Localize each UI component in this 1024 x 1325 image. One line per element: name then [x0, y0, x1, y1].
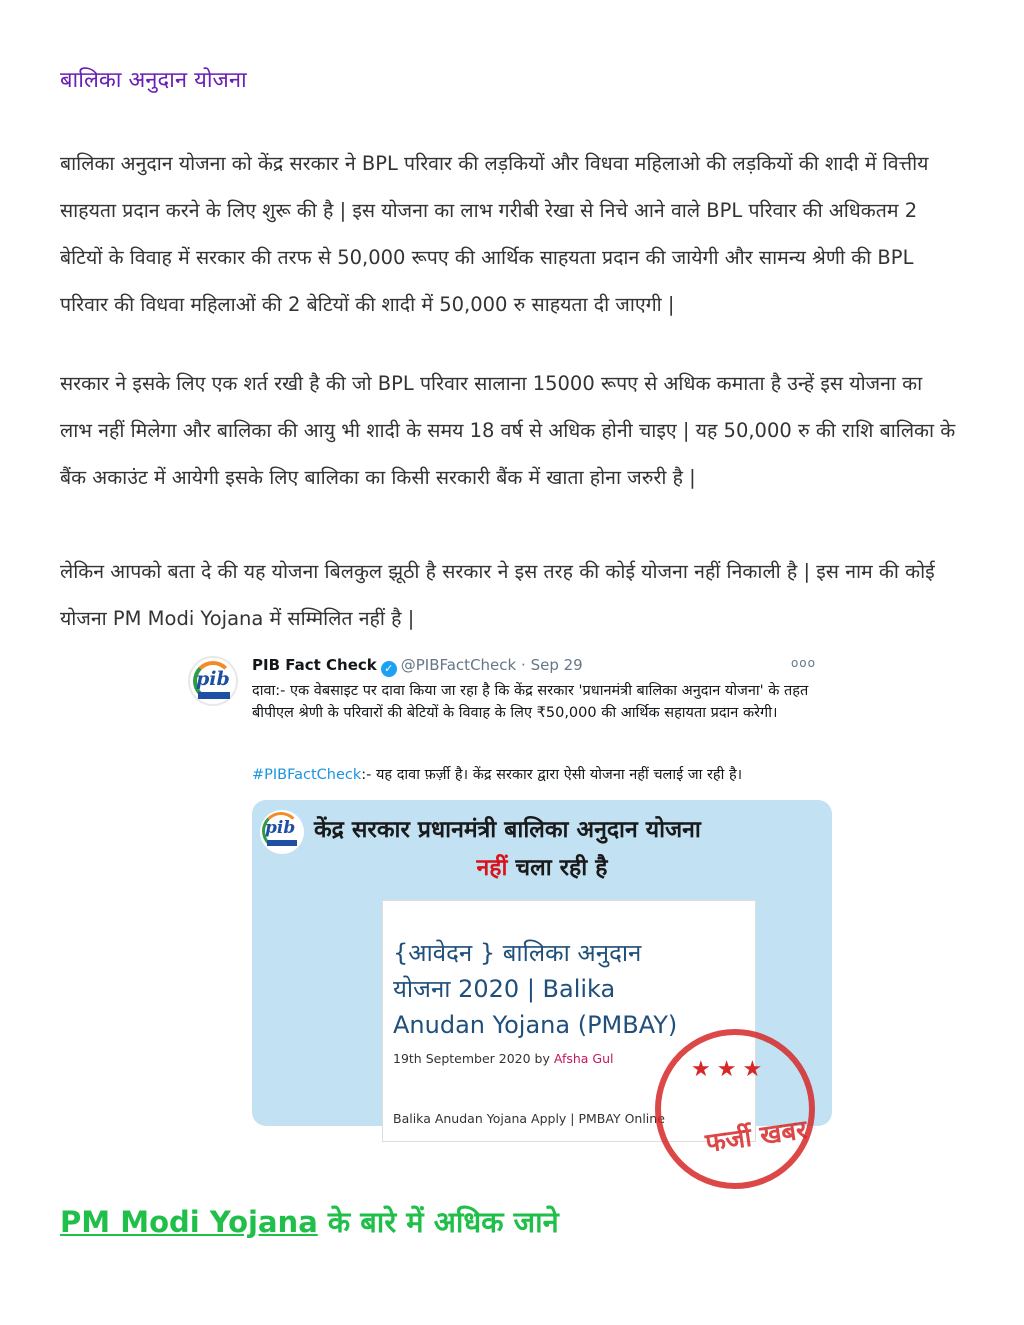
stamp-stars: ★★★: [691, 1057, 769, 1082]
tweet-separator: ·: [521, 656, 526, 674]
fake-article-card: [382, 900, 809, 1159]
verified-badge-icon: ✓: [381, 661, 397, 677]
image-headline-line1: केंद्र सरकार प्रधानमंत्री बालिका अनुदान योजना: [314, 817, 701, 843]
footer-heading: [60, 1202, 559, 1241]
fake-article-date: [393, 1051, 614, 1066]
paragraph-intro: बालिका अनुदान योजना को केंद्र सरकार ने BPL परिवार की लड़कियों और विधवा महिलाओ की लड़कियों की शादी में वित्तीय साहयता प्रदान करने के लिए शुरू की है | इस योजना का लाभ गरीबी रेखा से निचे आने वाले BPL परिवार की अधिकतम 2 बेटियों के विवाह में सरकार की तरफ से 50,000 रूपए की आर्थिक साहयता प्रदान की जायेगी और सामन्य श्रेणी की BPL परिवार की विधवा महिलाओं की 2 बेटियों की शादी में 50,000 रु साहयता दी जाएगी |: [60, 152, 929, 316]
fake-stamp-icon: [655, 1029, 815, 1189]
image-pib-logo: [260, 810, 304, 854]
fake-article-subtitle: Balika Anudan Yojana Apply | PMBAY Online: [393, 1111, 665, 1126]
image-logo-strip: [267, 840, 297, 846]
paragraph-fact: लेकिन आपको बता दे की यह योजना बिलकुल झूठी है सरकार ने इस तरह की कोई योजना नहीं निकाली है | इस नाम की कोई योजना PM Modi Yojana में सम्मिलित नहीं है |: [60, 560, 935, 630]
page-title: बालिका अनुदान योजना: [60, 68, 247, 93]
fake-article-author: Afsha Gul: [553, 1051, 614, 1066]
tweet-date[interactable]: Sep 29: [530, 656, 583, 674]
image-headline-line2: [252, 850, 832, 882]
tweet-author-name[interactable]: PIB Fact Check: [252, 656, 377, 674]
paragraph-condition: सरकार ने इसके लिए एक शर्त रखी है की जो BPL परिवार सालाना 15000 रूपए से अधिक कमाता है उन्हें इस योजना का लाभ नहीं मिलेगा और बालिका की आयु भी शादी के समय 18 वर्ष से अधिक होनी चाइए | यह 50,000 रु की राशि बालिका के बैंक अकाउंट में आयेगी इसके लिए बालिका का किसी सरकारी बैंक में खाता होना जरुरी है |: [60, 372, 956, 489]
fact-text: :- यह दावा फ़र्ज़ी है। केंद्र सरकार द्वारा ऐसी योजना नहीं चलाई जा रही है।: [361, 767, 743, 783]
pm-modi-yojana-link[interactable]: PM Modi Yojana: [60, 1205, 318, 1239]
logo-text: pib: [196, 668, 230, 690]
image-headline-rest: चला रही है: [507, 855, 608, 881]
tweet-fact-text: [252, 764, 842, 784]
fake-article-title: {आवेदन } बालिका अनुदान योजना 2020 | Balika Anudan Yojana (PMBAY): [393, 939, 678, 1039]
tweet-header: [252, 656, 583, 677]
more-options-icon[interactable]: ooo: [790, 656, 816, 670]
logo-strip: [198, 692, 230, 699]
tweet-handle[interactable]: @PIBFactCheck: [400, 656, 517, 674]
fake-article-date-text: 19th September 2020 by: [393, 1051, 554, 1066]
tweet-image[interactable]: [252, 800, 832, 1159]
image-logo-text: pib: [265, 818, 296, 838]
stamp-word: फर्जी खबर: [703, 1115, 809, 1159]
tweet-embed[interactable]: [178, 648, 838, 1159]
hashtag-link[interactable]: #PIBFactCheck: [252, 767, 362, 783]
pib-logo-avatar[interactable]: [188, 656, 238, 706]
image-headline-negation: नहीं: [476, 855, 508, 881]
tweet-claim-text: दावा:- एक वेबसाइट पर दावा किया जा रहा है कि केंद्र सरकार 'प्रधानमंत्री बालिका अनुदान योजना' के तहत बीपीएल श्रेणी के परिवारों की बेटियों के विवाह के लिए ₹50,000 की आर्थिक सहायता प्रदान करेगी।: [252, 683, 809, 721]
footer-heading-rest: के बारे में अधिक जाने: [317, 1205, 559, 1239]
